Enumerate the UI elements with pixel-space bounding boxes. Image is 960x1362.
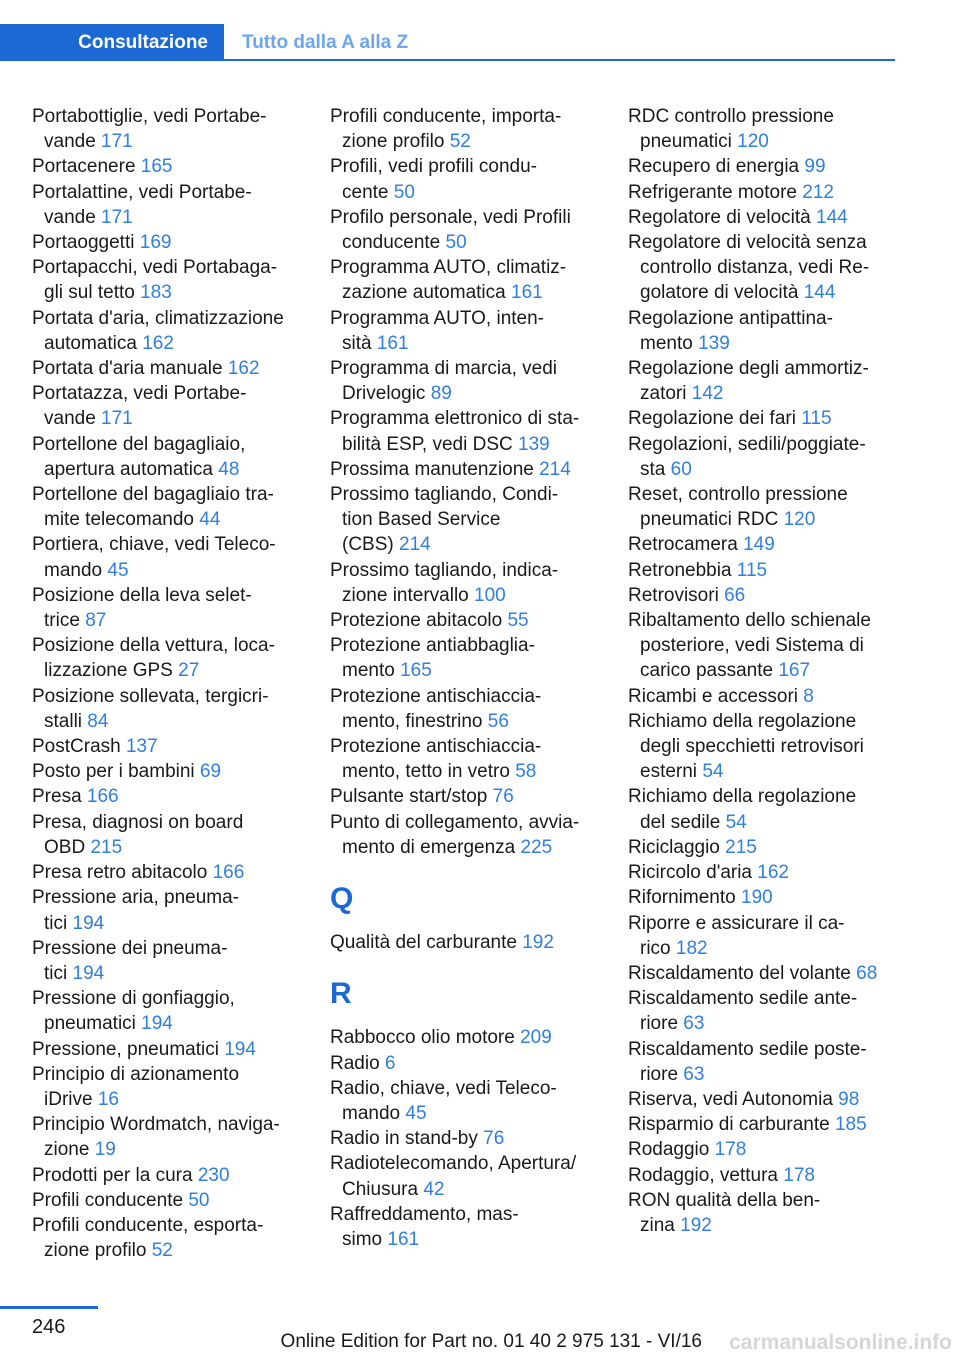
page-reference-link[interactable]: 44 [199,509,221,531]
index-entry [628,583,903,608]
page-reference-link[interactable]: 120 [783,509,816,531]
index-entry [330,810,605,860]
index-entry-term: Rifornimento [628,887,741,909]
index-entry [330,356,605,406]
index-entry [330,406,605,456]
index-entry-term: RDC controllo pressione pneumatici [628,106,834,153]
index-entry [330,1202,605,1252]
index-entry-term: PostCrash [32,736,126,758]
index-entry-term: Reset, controllo pressione pneumatici RDC [628,484,848,531]
index-entry [628,885,903,910]
index-entry-term: Programma AUTO, climatiz‐ zazione automatica [330,257,567,304]
index-entry-term: Pressione dei pneuma‐ tici [32,937,228,984]
index-entry [32,306,322,356]
index-entry [628,432,903,482]
page-reference-link[interactable]: 192 [680,1214,712,1236]
page-reference-link[interactable]: 161 [387,1228,420,1250]
index-letter-heading: Q [330,882,354,916]
index-entry [32,583,322,633]
index-entry-term: Posizione della vettura, loca‐ lizzazione GPS [32,635,275,682]
page-reference-link[interactable]: 166 [212,862,245,884]
index-entry [330,104,605,154]
index-entry-term: Protezione abitacolo [330,610,508,632]
page-reference-link[interactable]: 190 [741,887,773,909]
index-entry [628,104,903,154]
index-entry [628,532,903,557]
index-entry-term: Raffreddamento, mas‐ simo [330,1203,519,1250]
page-reference-link[interactable]: 178 [714,1139,747,1161]
index-entry-term: Programma AUTO, inten‐ sità [330,307,545,354]
index-entry [32,734,322,759]
index-entry-term: Riscaldamento del volante [628,962,857,984]
index-entry-term: Ribaltamento dello schienale posteriore, vedi Sistema di carico passante [628,610,871,682]
page-reference-link[interactable]: 194 [224,1038,256,1060]
page-number: 246 [32,1316,66,1338]
index-entry [628,1037,903,1087]
page-reference-link[interactable]: 76 [492,786,514,808]
index-entry-term: Profili conducente, importa‐ zione profilo [330,106,562,153]
index-entry [330,608,605,633]
index-entry-term: Posizione sollevata, tergicri‐ stalli [32,685,269,732]
page-reference-link[interactable]: 16 [97,1088,119,1110]
page-reference-link[interactable]: 165 [400,660,432,682]
page-reference-link[interactable]: 149 [743,534,775,556]
index-column-3 [628,104,903,1238]
page-reference-link[interactable]: 167 [778,660,811,682]
page-reference-link[interactable]: 55 [507,610,529,632]
index-entry [330,1025,605,1050]
page-reference-link[interactable]: 54 [725,811,747,833]
index-entry-term: Retrocamera [628,534,744,556]
index-entry-term: Pressione, pneumatici [32,1038,225,1060]
index-entry [628,356,903,406]
page-reference-link[interactable]: 45 [405,1102,427,1124]
index-entry [32,1062,322,1112]
page-reference-link[interactable]: 58 [515,761,537,783]
index-entry-term: Programma di marcia, vedi Drivelogic [330,358,558,405]
index-entry-term: Portata d'aria manuale [32,358,228,380]
index-entry [32,810,322,860]
page-reference-link[interactable]: 98 [838,1088,860,1110]
index-entry-term: Portata d'aria, climatizzazione automatica [32,307,284,354]
index-entry-term: Rodaggio, vettura [628,1164,784,1186]
index-entry [628,180,903,205]
index-entry-term: Regolazione dei fari [628,408,802,430]
page-reference-link[interactable]: 50 [393,181,415,203]
index-entry-term: Portellone del bagagliaio tra‐ mite telecomando [32,484,274,531]
index-entry-term: Regolazione degli ammortiz‐ zatori [628,358,869,405]
page-reference-link[interactable]: 161 [511,282,543,304]
page-reference-link[interactable]: 42 [423,1178,445,1200]
index-entry [330,1151,605,1201]
page-reference-link[interactable]: 63 [683,1063,705,1085]
index-entry [330,930,605,955]
index-entry-term: Principio Wordmatch, naviga‐ zione [32,1114,280,1161]
index-entry [628,1163,903,1188]
index-entry [330,457,605,482]
index-entry-term: Prossimo tagliando, Condi‐ tion Based Service (CBS) [330,484,559,556]
page-reference-link[interactable]: 48 [218,458,240,480]
index-entry [330,205,605,255]
index-entry-term: Programma elettronico di sta‐ bilità ESP, vedi DSC [330,408,580,455]
index-entry-term: Riciclaggio [628,836,726,858]
section-tab: Consultazione [0,24,224,61]
index-entry [628,406,903,431]
page-reference-link[interactable]: 214 [539,458,571,480]
index-entry-term: Posto per i bambini [32,761,200,783]
page-reference-link[interactable]: 212 [802,181,834,203]
index-entry-term: Qualità del carburante [330,932,523,954]
index-entry [330,734,605,784]
index-entry-term: Radiotelecomando, Apertura/ Chiusura [330,1153,577,1200]
index-entry [628,306,903,356]
index-column-2 [330,104,605,1252]
index-entry-term: Profili, vedi profili condu‐ cente [330,156,537,203]
page-reference-link[interactable]: 87 [85,610,107,632]
index-entry-term: Pressione aria, pneuma‐ tici [32,887,239,934]
index-entry [628,684,903,709]
edition-note: Online Edition for Part no. 01 40 2 975 131 - VI/16 [280,1331,702,1352]
page-reference-link[interactable]: 63 [683,1013,705,1035]
index-entry-term: Riscaldamento sedile poste‐ riore [628,1038,867,1085]
index-letter-heading: R [330,977,352,1011]
index-entry-term: Presa, diagnosi on board OBD [32,811,244,858]
page-reference-link[interactable]: 194 [72,912,105,934]
page-reference-link[interactable]: 27 [178,660,200,682]
page-reference-link[interactable]: 139 [518,433,550,455]
index-entry [628,1087,903,1112]
index-entry-term: Profili conducente, esporta‐ zione profilo [32,1214,264,1262]
index-entry [330,306,605,356]
index-entry-term: Richiamo della regolazione degli specchietti retrovisori esterni [628,710,864,783]
index-entry [32,180,322,230]
page-reference-link[interactable]: 115 [801,408,832,430]
index-entry-term: Richiamo della regolazione del sedile [628,786,857,833]
index-entry [628,961,903,986]
index-entry-term: Retronebbia [628,559,737,581]
index-entry-term: Riporre e assicurare il ca‐ rico [628,912,845,959]
index-entry [628,1112,903,1137]
index-entry [32,532,322,582]
page-reference-link[interactable]: 144 [816,206,848,228]
index-entry-term: Regolazioni, sedili/poggiate‐ sta [628,433,866,480]
footer-rule [0,1306,98,1309]
index-entry-term: Pressione di gonfiaggio, pneumatici [32,988,235,1035]
subsection-title: Tutto dalla A alla Z [242,32,409,53]
index-entry [32,482,322,532]
index-entry-term: Retrovisori [628,584,725,606]
index-entry-term: Portatazza, vedi Portabe‐ vande [32,383,247,430]
index-entry [628,558,903,583]
page-reference-link[interactable]: 171 [101,408,133,430]
index-entry-term: Prodotti per la cura [32,1164,198,1186]
index-entry [32,986,322,1036]
index-entry [32,936,322,986]
page-reference-link[interactable]: 6 [384,1052,396,1074]
page-reference-link[interactable]: 169 [139,232,172,254]
page-reference-link[interactable]: 192 [522,932,554,954]
index-entry [628,154,903,179]
page-reference-link[interactable]: 162 [757,862,789,884]
page-reference-link[interactable]: 137 [125,736,158,758]
page-reference-link[interactable]: 99 [804,156,826,178]
page-reference-link[interactable]: 182 [675,937,708,959]
index-entry [32,1213,322,1263]
page-reference-link[interactable]: 162 [227,358,260,380]
index-entry [330,1051,605,1076]
page-reference-link[interactable]: 171 [101,206,133,228]
page-reference-link[interactable]: 100 [474,584,506,606]
page-reference-link[interactable]: 230 [197,1164,230,1186]
index-entry [32,104,322,154]
index-entry-term: Portabottiglie, vedi Portabe‐ vande [32,106,267,153]
page-reference-link[interactable]: 89 [430,383,452,405]
index-entry-term: Regolatore di velocità senza controllo distanza, vedi Re‐ golatore di velocità [628,232,870,304]
index-entry [628,608,903,684]
index-entry [32,759,322,784]
index-entry-term: Portapacchi, vedi Portabaga‐ gli sul tetto [32,257,278,304]
index-entry-term: Portalattine, vedi Portabe‐ vande [32,181,252,228]
page-reference-link[interactable]: 50 [188,1189,210,1211]
index-entry-term: Portacenere [32,156,141,178]
index-entry-term: Pulsante start/stop [330,786,493,808]
index-entry [32,784,322,809]
page-reference-link[interactable]: 76 [483,1128,505,1150]
index-entry-term: Radio [330,1052,385,1074]
index-entry-term: Profili conducente [32,1189,189,1211]
index-entry [32,633,322,683]
index-entry-term: Ricircolo d'aria [628,862,758,884]
page-reference-link[interactable]: 84 [87,710,109,732]
page-reference-link[interactable]: 19 [94,1139,116,1161]
page-reference-link[interactable]: 142 [691,383,724,405]
page-reference-link[interactable]: 165 [140,156,173,178]
index-entry [628,911,903,961]
page-reference-link[interactable]: 45 [107,559,129,581]
page-reference-link[interactable]: 194 [141,1013,173,1035]
page-reference-link[interactable]: 166 [86,786,119,808]
index-entry-term: Protezione antischiaccia‐ mento, finestrino [330,685,542,732]
page-reference-link[interactable]: 214 [399,534,431,556]
index-entry-term: Riserva, vedi Autonomia [628,1088,839,1110]
page-reference-link[interactable]: 209 [520,1027,552,1049]
index-entry [32,432,322,482]
index-entry-term: Presa [32,786,87,808]
index-entry [628,709,903,785]
page-reference-link[interactable]: 68 [856,962,878,984]
index-entry [32,1037,322,1062]
page-reference-link[interactable]: 139 [698,332,730,354]
page-reference-link[interactable]: 178 [783,1164,815,1186]
watermark: carmanualsonline.info [729,1331,952,1354]
index-entry [628,482,903,532]
page-reference-link[interactable]: 69 [199,761,222,783]
index-entry-term: Protezione antischiaccia‐ mento, tetto in vetro [330,736,542,783]
index-entry-term: Regolatore di velocità [628,206,816,228]
page-reference-link[interactable]: 161 [376,332,409,354]
index-entry-term: Radio in stand-by [330,1128,484,1150]
index-entry [330,684,605,734]
index-entry [628,986,903,1036]
index-entry-term: Recupero di energia [628,156,805,178]
index-entry [32,1188,322,1213]
page-reference-link[interactable]: 183 [140,282,172,304]
index-entry-term: Risparmio di carburante [628,1114,835,1136]
page-reference-link[interactable]: 52 [151,1240,173,1262]
index-entry [330,154,605,204]
index-entry-term: Punto di collegamento, avvia‐ mento di emergenza [330,811,580,858]
page-reference-link[interactable]: 144 [803,282,836,304]
page-reference-link[interactable]: 54 [702,761,724,783]
index-entry [330,1076,605,1126]
index-entry-term: Prossimo tagliando, indica‐ zione intervallo [330,559,559,606]
index-entry-term: Posizione della leva selet‐ trice [32,584,252,632]
index-entry [32,684,322,734]
index-entry [330,784,605,809]
page-reference-link[interactable]: 215 [725,836,757,858]
index-entry-term: Profilo personale, vedi Profili conducente [330,206,571,254]
index-entry [628,835,903,860]
index-entry-term: Portiera, chiave, vedi Teleco‐ mando [32,534,276,581]
index-entry [32,255,322,305]
index-entry [330,633,605,683]
index-entry [32,1112,322,1162]
index-entry-term: Riscaldamento sedile ante‐ riore [628,988,858,1035]
page-reference-link[interactable]: 185 [834,1114,867,1136]
index-entry [32,885,322,935]
index-entry-term: Portaoggetti [32,232,140,254]
index-entry [330,558,605,608]
index-entry [628,1188,903,1238]
page-reference-link[interactable]: 194 [72,962,105,984]
index-entry [330,1126,605,1151]
index-entry-term: Principio di azionamento iDrive [32,1063,240,1110]
index-entry [32,860,322,885]
page-reference-link[interactable]: 8 [803,685,814,707]
index-entry-term: Prossima manutenzione [330,458,540,480]
index-entry-term: Protezione antiabbaglia‐ mento [330,635,535,682]
index-entry [628,205,903,230]
index-entry [628,230,903,306]
page-reference-link[interactable]: 56 [487,710,509,732]
page-reference-link[interactable]: 50 [445,232,467,254]
index-entry [32,230,322,255]
page-reference-link[interactable]: 215 [90,836,123,858]
index-entry [628,1137,903,1162]
index-entry-term: RON qualità della ben‐ zina [628,1189,821,1236]
index-entry [32,356,322,381]
page-reference-link[interactable]: 162 [142,332,174,354]
index-entry-term: Ricambi e accessori [628,685,804,707]
index-entry-term: Regolazione antipattina‐ mento [628,307,833,354]
index-entry-term: Refrigerante motore [628,181,803,203]
page-reference-link[interactable]: 171 [101,131,133,153]
index-entry-term: Rodaggio [628,1139,715,1161]
index-entry-term: Radio, chiave, vedi Teleco‐ mando [330,1077,557,1124]
index-entry [32,381,322,431]
page-reference-link[interactable]: 60 [670,458,692,480]
index-entry [628,784,903,834]
index-entry-term: Presa retro abitacolo [32,862,213,884]
page-reference-link[interactable]: 225 [520,836,553,858]
page-reference-link[interactable]: 52 [449,131,471,153]
index-entry-term: Portellone del bagagliaio, apertura automatica [32,433,246,480]
index-entry [32,1163,322,1188]
index-entry [628,860,903,885]
index-column-1 [32,104,322,1263]
header-rule [224,59,895,61]
index-entry [32,154,322,179]
page-reference-link[interactable]: 66 [724,584,746,606]
page-reference-link[interactable]: 115 [736,559,768,581]
page-reference-link[interactable]: 120 [737,131,769,153]
index-entry [330,255,605,305]
index-entry [330,482,605,558]
index-entry-term: Rabbocco olio motore [330,1027,521,1049]
